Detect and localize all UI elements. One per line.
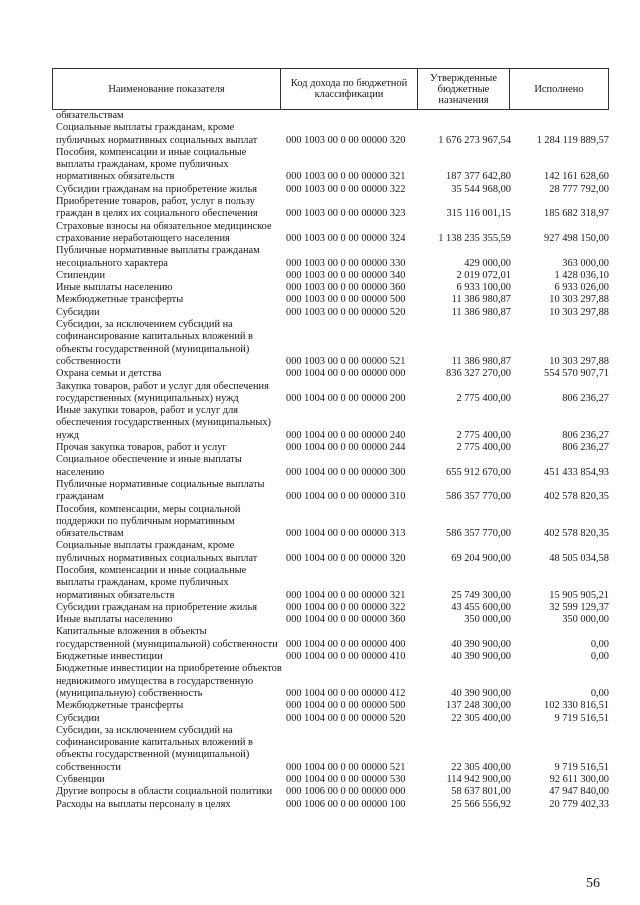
- row-name: Субсидии: [56, 306, 100, 318]
- row-approved: 2 775 400,00: [456, 392, 511, 404]
- row-code: 000 1004 00 0 00 00000 200: [286, 392, 406, 404]
- row-executed: [511, 110, 609, 122]
- row-approved: 2 019 072,01: [456, 269, 511, 281]
- row-name: Субсидии гражданам на приобретение жилья: [56, 183, 257, 195]
- row-executed: 0,00: [590, 687, 609, 699]
- row-executed: 402 578 820,35: [544, 528, 609, 540]
- row-code: 000 1003 00 0 00 00000 320: [286, 134, 406, 146]
- row-executed: 47 947 840,00: [549, 786, 609, 798]
- row-executed: 32 599 129,37: [549, 601, 609, 613]
- row-code: 000 1003 00 0 00 00000 520: [286, 306, 406, 318]
- row-approved: 2 775 400,00: [456, 442, 511, 454]
- row-approved: 25 566 556,92: [451, 798, 511, 810]
- row-executed: 451 433 854,93: [544, 466, 609, 478]
- row-name: Субсидии, за исключением субсидий на софинансирование капитальных вложений в объекты государственной (муниципальной) собственности: [56, 319, 253, 367]
- row-code: 000 1004 00 0 00 00000 313: [286, 528, 406, 540]
- row-name: Закупка товаров, работ и услуг для обеспечения государственных (муниципальных) нужд: [56, 380, 269, 404]
- table-row: [54, 799, 609, 811]
- row-name: обязательствам: [56, 110, 124, 121]
- table-row: [54, 147, 609, 184]
- row-code: 000 1006 00 0 00 00000 000: [286, 786, 406, 798]
- row-code: 000 1004 00 0 00 00000 320: [286, 552, 406, 564]
- row-code: 000 1004 00 0 00 00000 300: [286, 466, 406, 478]
- row-code: 000 1003 00 0 00 00000 324: [286, 232, 406, 244]
- row-approved: 315 116 001,15: [446, 208, 511, 220]
- row-code: 000 1003 00 0 00 00000 340: [286, 269, 406, 281]
- row-executed: 806 236,27: [562, 392, 609, 404]
- row-executed: 1 428 036,10: [554, 269, 609, 281]
- row-approved: 2 775 400,00: [456, 429, 511, 441]
- row-approved: 137 248 300,00: [446, 700, 511, 712]
- row-approved: 1 138 235 355,59: [438, 232, 511, 244]
- table-row: [54, 651, 609, 663]
- row-code: 000 1004 00 0 00 00000 530: [286, 774, 406, 786]
- row-executed: 0,00: [590, 651, 609, 663]
- table-row: [54, 110, 609, 122]
- row-name: Капитальные вложения в объекты государственной (муниципальной) собственности: [56, 626, 278, 650]
- row-code: [282, 110, 419, 122]
- table-row: [54, 319, 609, 368]
- table-row: [54, 479, 609, 504]
- row-approved: 11 386 980,87: [451, 355, 511, 367]
- row-name: Пособия, компенсации, меры социальной поддержки по публичным нормативным обязательствам: [56, 503, 241, 540]
- table-row: [54, 282, 609, 294]
- table-row: [54, 663, 609, 700]
- row-name: Публичные нормативные социальные выплаты гражданам: [56, 478, 265, 503]
- row-code: 000 1004 00 0 00 00000 410: [286, 651, 406, 663]
- row-executed: 402 578 820,35: [544, 491, 609, 503]
- row-name: Межбюджетные трансферты: [56, 700, 184, 712]
- row-executed: 350 000,00: [562, 614, 609, 626]
- row-code: 000 1003 00 0 00 00000 360: [286, 282, 406, 294]
- row-name: Социальные выплаты гражданам, кроме публичных нормативных социальных выплат: [56, 540, 258, 564]
- row-name: Охрана семьи и детства: [56, 368, 162, 380]
- row-approved: 25 749 300,00: [451, 589, 511, 601]
- row-code: 000 1003 00 0 00 00000 500: [286, 294, 406, 306]
- row-code: 000 1004 00 0 00 00000 520: [286, 712, 406, 724]
- row-name: Приобретение товаров, работ, услуг в пользу граждан в целях их социального обеспечения: [56, 196, 258, 220]
- row-name: Социальные выплаты гражданам, кроме публичных нормативных социальных выплат: [56, 122, 258, 146]
- row-approved: 40 390 900,00: [451, 651, 511, 663]
- row-name: Субвенции: [56, 774, 105, 786]
- row-code: 000 1004 00 0 00 00000 400: [286, 638, 406, 650]
- row-name: Бюджетные инвестиции на приобретение объектов недвижимого имущества в государственную (муниципальную) собственность: [56, 663, 282, 699]
- row-executed: 28 777 792,00: [549, 183, 609, 195]
- header-name: Наименование показателя: [53, 69, 281, 109]
- table-row: [54, 602, 609, 614]
- row-code: 000 1004 00 0 00 00000 322: [286, 601, 406, 613]
- row-approved: 11 386 980,87: [451, 294, 511, 306]
- row-name: Расходы на выплаты персоналу в целях: [56, 798, 231, 810]
- row-executed: 142 161 628,60: [544, 171, 609, 183]
- row-code: 000 1003 00 0 00 00000 323: [286, 208, 406, 220]
- row-code: 000 1004 00 0 00 00000 500: [286, 700, 406, 712]
- row-approved: 114 942 900,00: [446, 774, 511, 786]
- table-row: [54, 504, 609, 541]
- row-approved: 69 204 900,00: [451, 552, 511, 564]
- row-code: 000 1004 00 0 00 00000 000: [286, 368, 406, 380]
- row-approved: 586 357 770,00: [446, 491, 511, 503]
- row-approved: 11 386 980,87: [451, 306, 511, 318]
- row-approved: 1 676 273 967,54: [438, 134, 511, 146]
- row-code: 000 1003 00 0 00 00000 330: [286, 257, 406, 269]
- row-name: Стипендии: [56, 269, 106, 281]
- row-approved: 586 357 770,00: [446, 528, 511, 540]
- row-approved: 22 305 400,00: [451, 761, 511, 773]
- row-name: Межбюджетные трансферты: [56, 294, 184, 306]
- table-row: [54, 442, 609, 454]
- row-code: 000 1004 00 0 00 00000 244: [286, 442, 406, 454]
- row-code: 000 1004 00 0 00 00000 521: [286, 761, 406, 773]
- row-name: Иные выплаты населению: [56, 614, 173, 626]
- table-row: [54, 196, 609, 221]
- page-number: 56: [586, 876, 600, 891]
- row-name: Бюджетные инвестиции: [56, 651, 163, 663]
- row-code: 000 1006 00 0 00 00000 100: [286, 798, 406, 810]
- row-executed: 0,00: [590, 638, 609, 650]
- table-row: [54, 307, 609, 319]
- table-header: [52, 68, 609, 110]
- table-row: [54, 184, 609, 196]
- row-executed: 9 719 516,51: [554, 712, 609, 724]
- table-row: [54, 270, 609, 282]
- header-executed: Исполнено: [534, 83, 584, 95]
- row-executed: 92 611 300,00: [549, 774, 609, 786]
- row-name: Иные выплаты населению: [56, 282, 173, 294]
- row-approved: 58 637 801,00: [451, 786, 511, 798]
- row-executed: 10 303 297,88: [549, 306, 609, 318]
- row-code: 000 1004 00 0 00 00000 310: [286, 491, 406, 503]
- table-row: [54, 614, 609, 626]
- row-executed: 927 498 150,00: [544, 232, 609, 244]
- row-name: Другие вопросы в области социальной политики: [56, 786, 273, 798]
- row-approved: 429 000,00: [464, 257, 511, 269]
- table-row: [54, 786, 609, 798]
- row-name: Субсидии гражданам на приобретение жилья: [56, 601, 257, 613]
- row-code: 000 1004 00 0 00 00000 412: [286, 687, 406, 699]
- table-row: [54, 774, 609, 786]
- table-row: [54, 294, 609, 306]
- table-row: [54, 368, 609, 380]
- table-row: [54, 713, 609, 725]
- row-approved: 655 912 670,00: [446, 466, 511, 478]
- row-executed: 363 000,00: [562, 257, 609, 269]
- table-row: [54, 700, 609, 712]
- row-approved: 40 390 900,00: [451, 638, 511, 650]
- table-row: [54, 626, 609, 651]
- row-name: Публичные нормативные выплаты гражданам несоциального характера: [56, 245, 260, 269]
- row-executed: 20 779 402,33: [549, 798, 609, 810]
- row-executed: 9 719 516,51: [554, 761, 609, 773]
- table-row: [54, 405, 609, 442]
- row-name: Субсидии, за исключением субсидий на софинансирование капитальных вложений в объекты государственной (муниципальной) собственности: [56, 724, 253, 773]
- row-code: 000 1004 00 0 00 00000 240: [286, 429, 406, 441]
- table-row: [54, 245, 609, 270]
- row-name: Пособия, компенсации и иные социальные выплаты гражданам, кроме публичных нормативных обязательств: [56, 146, 247, 183]
- row-approved: 836 327 270,00: [446, 368, 511, 380]
- table-row: [54, 454, 609, 479]
- row-executed: 15 905 905,21: [549, 589, 609, 601]
- row-executed: 806 236,27: [562, 442, 609, 454]
- row-name: Иные закупки товаров, работ и услуг для обеспечения государственных (муниципальных) нужд: [56, 405, 272, 441]
- row-approved: 22 305 400,00: [451, 712, 511, 724]
- table-row: [54, 381, 609, 406]
- row-executed: 48 505 034,58: [549, 552, 609, 564]
- row-approved: 350 000,00: [464, 614, 511, 626]
- row-name: Социальное обеспечение и иные выплаты населению: [56, 454, 242, 478]
- row-name: Страховые взносы на обязательное медицинское страхование неработающего населения: [56, 220, 272, 244]
- table-row: [54, 725, 609, 774]
- row-approved: 35 544 968,00: [451, 183, 511, 195]
- row-executed: 10 303 297,88: [549, 294, 609, 306]
- row-approved: [419, 110, 511, 122]
- row-executed: 185 682 318,97: [544, 208, 609, 220]
- row-code: 000 1003 00 0 00 00000 521: [286, 355, 406, 367]
- row-name: Субсидии: [56, 712, 100, 724]
- row-approved: 40 390 900,00: [451, 687, 511, 699]
- table-row: [54, 540, 609, 565]
- row-executed: 806 236,27: [562, 429, 609, 441]
- header-code: Код дохода по бюджетной классификации: [281, 69, 418, 109]
- row-code: 000 1004 00 0 00 00000 360: [286, 614, 406, 626]
- row-name: Пособия, компенсации и иные социальные выплаты гражданам, кроме публичных нормативных обязательств: [56, 564, 247, 601]
- row-approved: 187 377 642,80: [446, 171, 511, 183]
- table-body: [54, 110, 609, 811]
- row-executed: 1 284 119 889,57: [536, 134, 609, 146]
- row-code: 000 1004 00 0 00 00000 321: [286, 589, 406, 601]
- row-approved: 6 933 100,00: [456, 282, 511, 294]
- row-executed: 554 570 907,71: [544, 368, 609, 380]
- table-row: [54, 565, 609, 602]
- row-executed: 6 933 026,00: [554, 282, 609, 294]
- row-name: Прочая закупка товаров, работ и услуг: [56, 442, 227, 454]
- row-executed: 10 303 297,88: [549, 355, 609, 367]
- row-code: 000 1003 00 0 00 00000 321: [286, 171, 406, 183]
- header-approved: Утвержденные бюджетные назначения: [418, 69, 510, 109]
- row-code: 000 1003 00 0 00 00000 322: [286, 183, 406, 195]
- row-approved: 43 455 600,00: [451, 601, 511, 613]
- row-executed: 102 330 816,51: [544, 700, 609, 712]
- table-row: [54, 122, 609, 147]
- table-row: [54, 221, 609, 246]
